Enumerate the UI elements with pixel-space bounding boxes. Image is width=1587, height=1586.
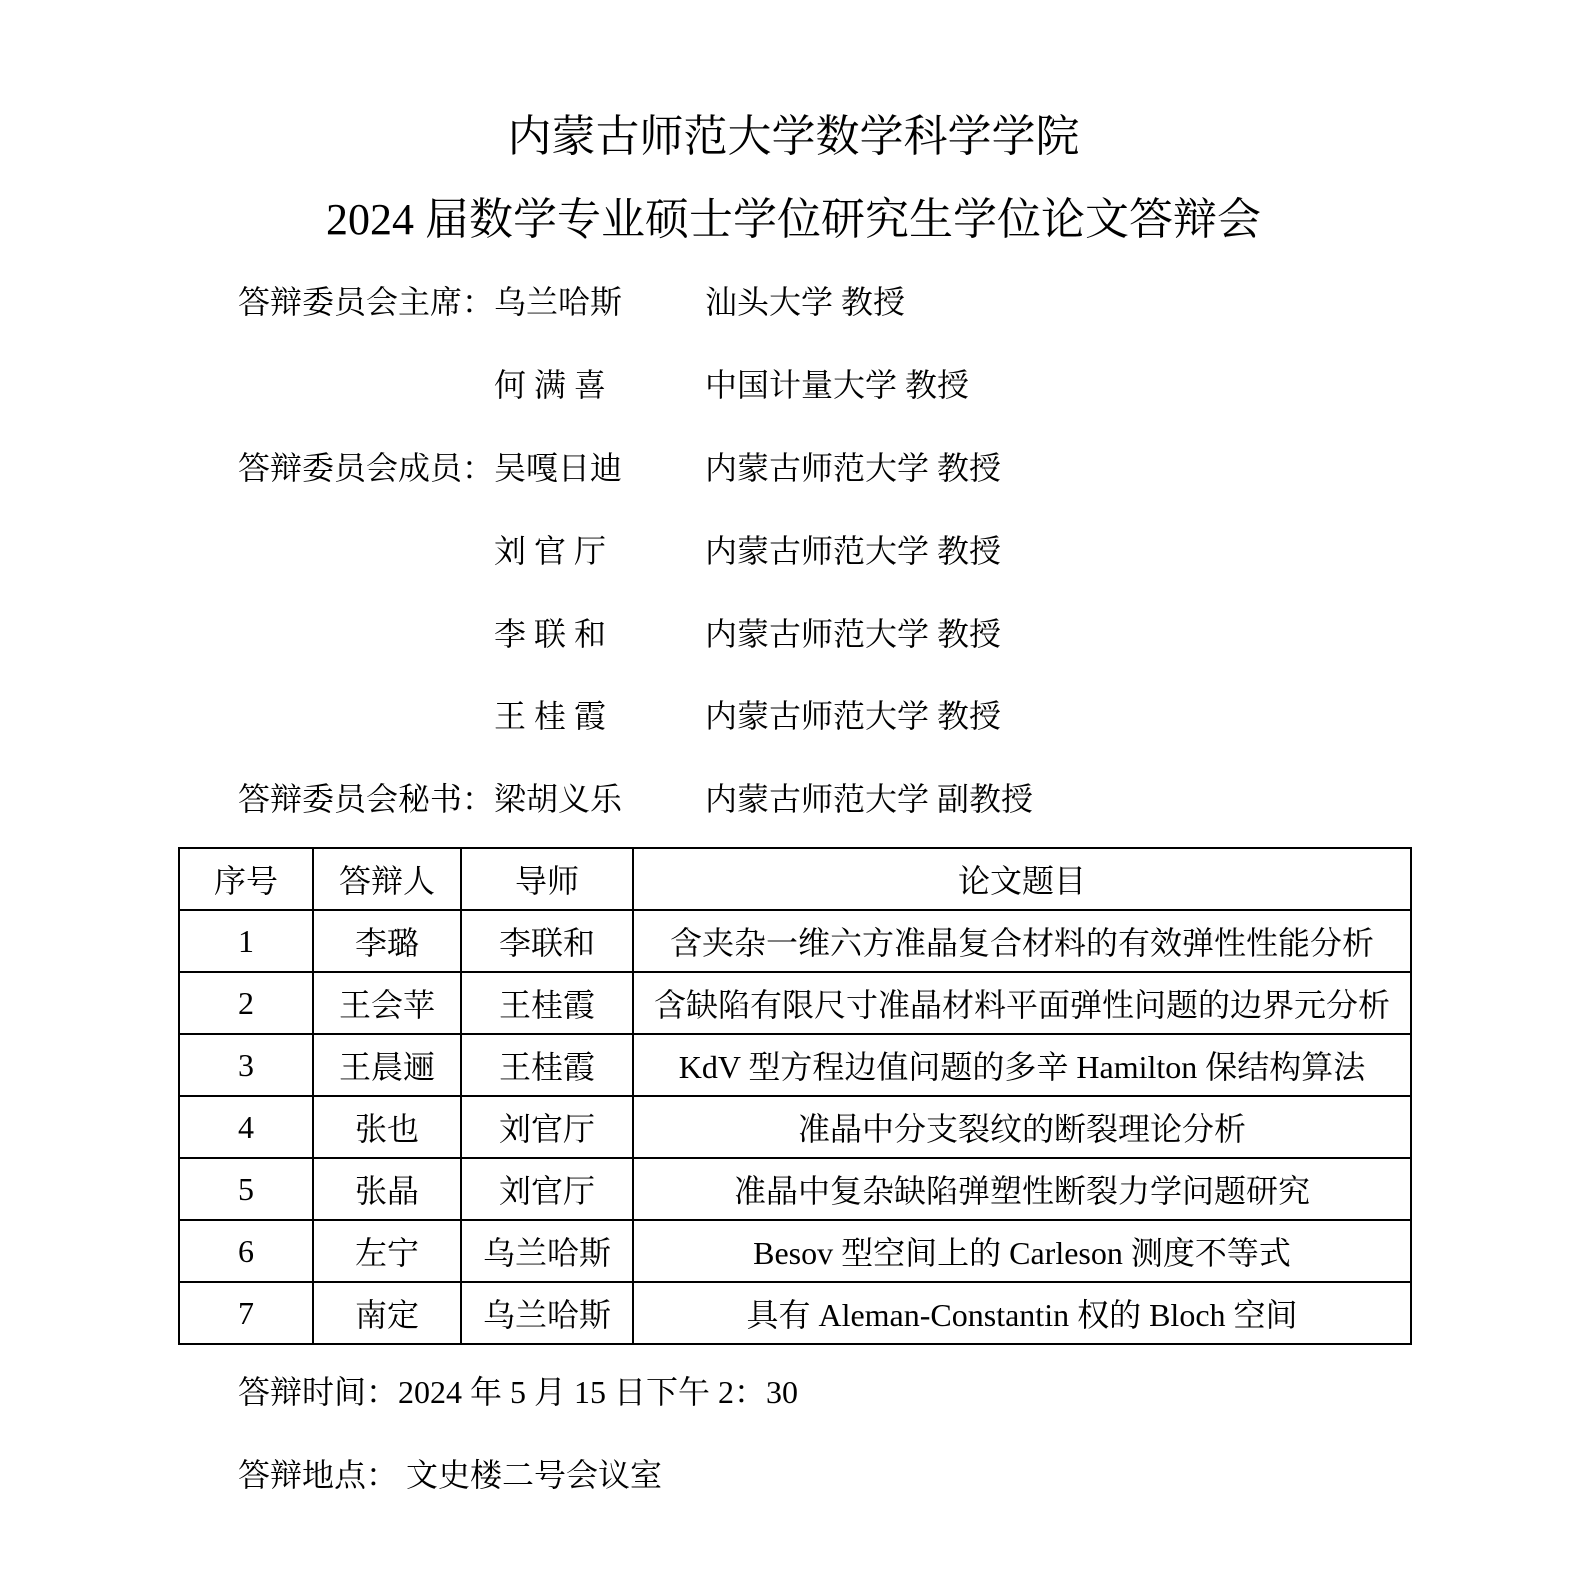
advisor-name-cell: 乌兰哈斯 [461, 1220, 633, 1282]
committee-section [238, 259, 1438, 839]
committee-member-affiliation: 内蒙古师范大学 [705, 781, 930, 818]
committee-member-affiliation-wrap [705, 443, 1438, 489]
committee-line [238, 425, 1438, 508]
table-row [179, 972, 1411, 1034]
thesis-title-cell: Besov 型空间上的 Carleson 测度不等式 [633, 1220, 1411, 1282]
committee-member-name: 梁胡义乐 [494, 781, 623, 818]
defendant-name-cell: 左宁 [313, 1220, 461, 1282]
defendant-name-cell: 李璐 [313, 910, 461, 972]
committee-member-affiliation: 内蒙古师范大学 [705, 532, 930, 569]
affiliation-title-gap [929, 616, 937, 652]
advisor-name-cell: 王桂霞 [461, 972, 633, 1034]
committee-member-affiliation-wrap [705, 277, 1438, 323]
committee-member-affiliation-wrap [705, 526, 1438, 572]
table-header-row [179, 848, 1411, 910]
thesis-title-cell: 准晶中分支裂纹的断裂理论分析 [633, 1096, 1411, 1158]
committee-member-title: 教授 [937, 449, 1002, 486]
committee-member-title: 教授 [841, 284, 906, 321]
defense-time: 答辩时间：2024 年 5 月 15 日下午 2：30 [238, 1374, 799, 1410]
affiliation-title-gap [929, 698, 937, 734]
advisor-name-cell: 李联和 [461, 910, 633, 972]
committee-member-name: 吴嘎日迪 [494, 449, 623, 486]
advisor-name-cell: 刘官厅 [461, 1158, 633, 1220]
advisor-name-cell: 乌兰哈斯 [461, 1282, 633, 1344]
defendant-name-cell: 张晶 [313, 1158, 461, 1220]
committee-member-affiliation-wrap [705, 609, 1438, 655]
table-header-cell: 论文题目 [633, 848, 1411, 910]
committee-role-label: 答辩委员会主席： [238, 284, 495, 321]
committee-line [238, 507, 1438, 590]
row-number-cell: 6 [179, 1220, 313, 1282]
committee-member-title: 教授 [937, 532, 1002, 569]
defendant-name-cell: 南定 [313, 1282, 461, 1344]
thesis-title-cell: 具有 Aleman-Constantin 权的 Bloch 空间 [633, 1282, 1411, 1344]
advisor-name-cell: 刘官厅 [461, 1096, 633, 1158]
table-row [179, 1282, 1411, 1344]
page-title: 内蒙古师范大学数学科学学院 [507, 112, 1080, 161]
defendant-name-cell: 张也 [313, 1096, 461, 1158]
committee-member-name: 乌兰哈斯 [494, 284, 623, 321]
defendant-name-cell: 王会苹 [313, 972, 461, 1034]
committee-member-affiliation: 汕头大学 [705, 284, 834, 321]
committee-role-label: 答辩委员会秘书： [238, 781, 495, 818]
affiliation-title-gap [929, 533, 937, 569]
committee-member-affiliation: 内蒙古师范大学 [705, 698, 930, 735]
thesis-title-cell: 含缺陷有限尺寸准晶材料平面弹性问题的边界元分析 [633, 972, 1411, 1034]
table-header-cell: 答辩人 [313, 848, 461, 910]
committee-member-title: 副教授 [937, 781, 1034, 818]
thesis-title-cell: KdV 型方程边值问题的多辛 Hamilton 保结构算法 [633, 1034, 1411, 1096]
defense-schedule-table [178, 847, 1412, 1345]
committee-line [238, 673, 1438, 756]
committee-member-title: 教授 [937, 615, 1002, 652]
committee-line [238, 259, 1438, 342]
row-number-cell: 2 [179, 972, 313, 1034]
row-number-cell: 3 [179, 1034, 313, 1096]
committee-member-affiliation-wrap [705, 691, 1438, 737]
defendant-name-cell: 王晨逦 [313, 1034, 461, 1096]
committee-member-affiliation: 中国计量大学 [705, 367, 898, 404]
affiliation-title-gap [929, 781, 937, 817]
row-number-cell: 4 [179, 1096, 313, 1158]
committee-line [238, 590, 1438, 673]
row-number-cell: 5 [179, 1158, 313, 1220]
committee-member-name: 何 满 喜 [494, 367, 607, 404]
committee-member-title: 教授 [905, 367, 970, 404]
table-header-cell: 序号 [179, 848, 313, 910]
row-number-cell: 1 [179, 910, 313, 972]
affiliation-title-gap [929, 450, 937, 486]
committee-member-name: 王 桂 霞 [494, 698, 607, 735]
committee-member-affiliation-wrap [705, 360, 1438, 406]
committee-member-affiliation: 内蒙古师范大学 [705, 449, 930, 486]
table-row [179, 1220, 1411, 1282]
page-subtitle: 2024 届数学专业硕士学位研究生学位论文答辩会 [326, 195, 1261, 244]
committee-member-affiliation-wrap [705, 774, 1438, 820]
committee-line [238, 756, 1438, 839]
thesis-title-cell: 准晶中复杂缺陷弹塑性断裂力学问题研究 [633, 1158, 1411, 1220]
defense-location: 答辩地点： 文史楼二号会议室 [238, 1457, 663, 1493]
committee-member-affiliation: 内蒙古师范大学 [705, 615, 930, 652]
committee-member-name: 李 联 和 [494, 615, 607, 652]
thesis-title-cell: 含夹杂一维六方准晶复合材料的有效弹性性能分析 [633, 910, 1411, 972]
table-row [179, 910, 1411, 972]
table-row [179, 1096, 1411, 1158]
committee-line [238, 342, 1438, 425]
table-row [179, 1158, 1411, 1220]
table-row [179, 1034, 1411, 1096]
advisor-name-cell: 王桂霞 [461, 1034, 633, 1096]
committee-member-name: 刘 官 厅 [494, 532, 607, 569]
committee-role-label: 答辩委员会成员： [238, 449, 495, 486]
committee-member-title: 教授 [937, 698, 1002, 735]
table-header-cell: 导师 [461, 848, 633, 910]
affiliation-title-gap [833, 284, 841, 320]
row-number-cell: 7 [179, 1282, 313, 1344]
affiliation-title-gap [897, 367, 905, 403]
